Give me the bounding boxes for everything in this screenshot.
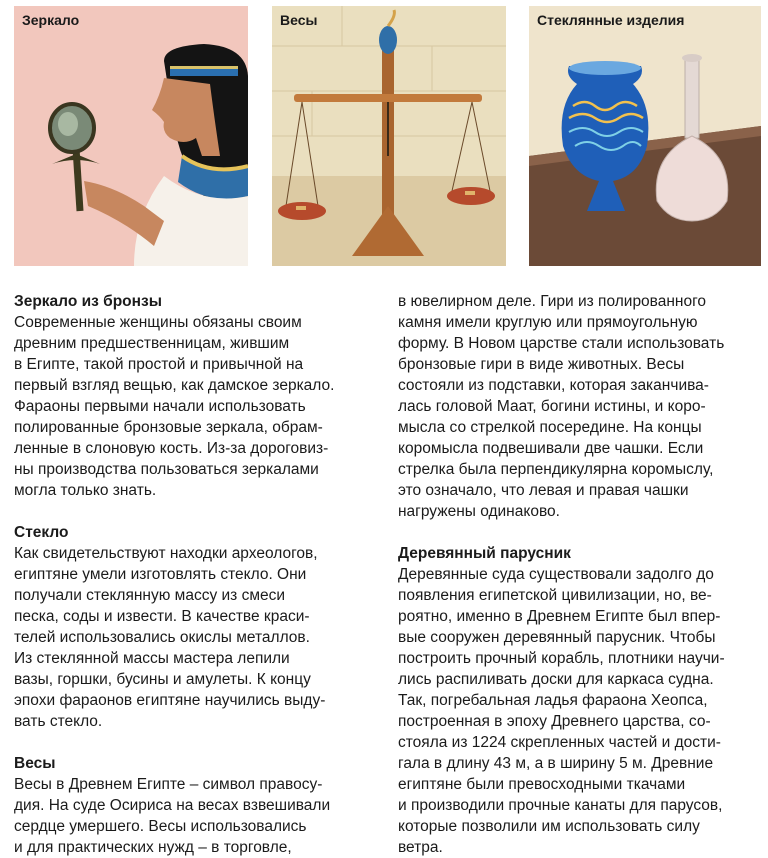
section-text-glass: Как свидетельствуют находки археологов, египтяне умели изготовлять стекло. Они получали стеклянную массу из смеси песка, соды и извести. В качестве краси- телей использовались окислы металлов. Из стеклянной массы мастера лепили вазы, горшки, бусины и амулеты. К концу эпохи фараонов египтяне научились выду- вать стекло.	[14, 545, 326, 730]
illustration-caption: Зеркало	[22, 12, 80, 28]
section-title-scales: Весы	[14, 755, 56, 772]
section-text-scales-part1: Весы в Древнем Египте – символ правосу- дия. На суде Осириса на весах взвешивали сердце умершего. Весы использовались и для практических нужд – в торговле,	[14, 776, 331, 856]
right-column	[398, 291, 760, 858]
mirror-illustration-graphic	[14, 6, 248, 266]
illustration-scales	[272, 6, 506, 266]
section-title-glass: Стекло	[14, 524, 69, 541]
scales-illustration-graphic	[272, 6, 506, 266]
left-column	[14, 291, 376, 858]
illustration-caption: Весы	[280, 12, 318, 28]
section-title-boat: Деревянный парусник	[398, 545, 571, 562]
glass-illustration-graphic	[529, 6, 761, 266]
section-text-mirror: Современные женщины обязаны своим древним предшественницам, жившим в Египте, такой простой и привычной на первый взгляд вещью, как дамское зеркало. Фараоны первыми начали использовать полированные бронзовые зеркала, обрам- ленные в слоновую кость. Из-за дороговиз- ны производства пользоваться зеркалами могла только знать.	[14, 314, 335, 499]
section-title-mirror: Зеркало из бронзы	[14, 293, 162, 310]
illustration-glass	[529, 6, 761, 266]
section-text-boat: Деревянные суда существовали задолго до появления египетской цивилизации, но, ве- роятно, именно в Древнем Египте был впер- вые сооружен деревянный парусник. Чтобы построить прочный корабль, плотники научи- лись распиливать доски для каркаса судна. Так, погребальная ладья фараона Хеопса, построенная в эпоху Древнего царства, со- стояла из 1224 скрепленных частей и дости- гала в длину 43 м, а в ширину 5 м. Древние египтяне были превосходными ткачами и производили прочные канаты для парусов, которые позволили им использовать силу ветра.	[398, 566, 725, 856]
illustration-mirror	[14, 6, 248, 266]
illustration-caption: Стеклянные изделия	[537, 12, 685, 28]
section-text-scales-part2: в ювелирном деле. Гири из полированного камня имели круглую или прямоугольную форму. В Новом царстве стали использовать бронзовые гири в виде животных. Весы состояли из подставки, которая заканчива- лась головой Маат, богини истины, и коро- мысла со стрелкой посередине. На концы коромысла подвешивали две чашки. Если стрелка была перпендикулярна коромыслу, это означало, что левая и правая чашки нагружены одинаково.	[398, 293, 725, 520]
